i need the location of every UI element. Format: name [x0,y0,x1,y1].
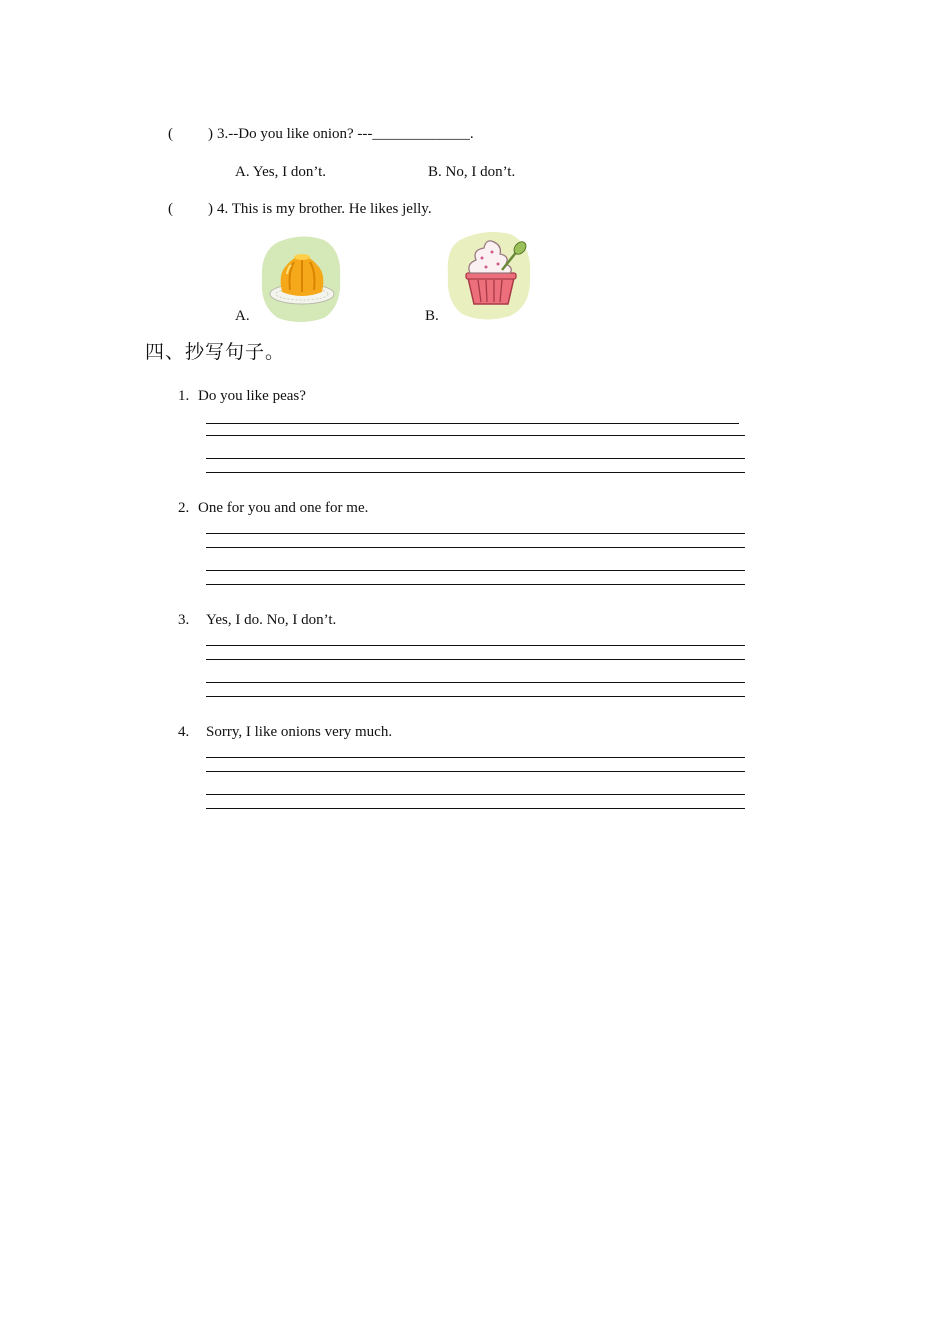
writing-line [206,533,745,534]
writing-line [206,570,745,571]
writing-line [206,682,745,683]
writing-line [206,472,745,473]
writing-line [206,757,745,758]
jelly-icon [258,234,344,324]
question-4-option-b: B. [425,308,439,324]
answer-paren-open-3: ( [168,126,173,142]
writing-line [206,423,739,424]
writing-line [206,808,745,809]
question-4-text: 4. This is my brother. He likes jelly. [217,201,432,217]
writing-line [206,435,745,436]
section-4-title: 四、抄写句子。 [145,341,286,363]
question-4-option-a: A. [235,308,250,324]
item-2-number: 2. [178,500,190,516]
writing-line [206,458,745,459]
answer-paren-close-4: ) [208,201,213,217]
answer-paren-close-3: ) [208,126,213,142]
item-1-sentence: Do you like peas? [198,388,306,404]
ice-cream-cup-icon [444,228,534,322]
writing-line [206,547,745,548]
writing-line [206,584,745,585]
writing-line [206,659,745,660]
writing-line [206,645,745,646]
question-3-option-b: B. No, I don’t. [428,164,516,180]
item-2-sentence: One for you and one for me. [198,500,369,516]
item-4-sentence: Sorry, I like onions very much. [206,724,393,740]
writing-line [206,696,745,697]
item-3-number: 3. [178,612,190,628]
item-1-number: 1. [178,388,190,404]
writing-line [206,794,745,795]
answer-paren-open-4: ( [168,201,173,217]
writing-line [206,771,745,772]
question-3-text: 3.--Do you like onion? ---_____________. [217,126,474,142]
item-3-sentence: Yes, I do. No, I don’t. [206,612,337,628]
question-3-option-a: A. Yes, I don’t. [235,164,326,180]
item-4-number: 4. [178,724,190,740]
